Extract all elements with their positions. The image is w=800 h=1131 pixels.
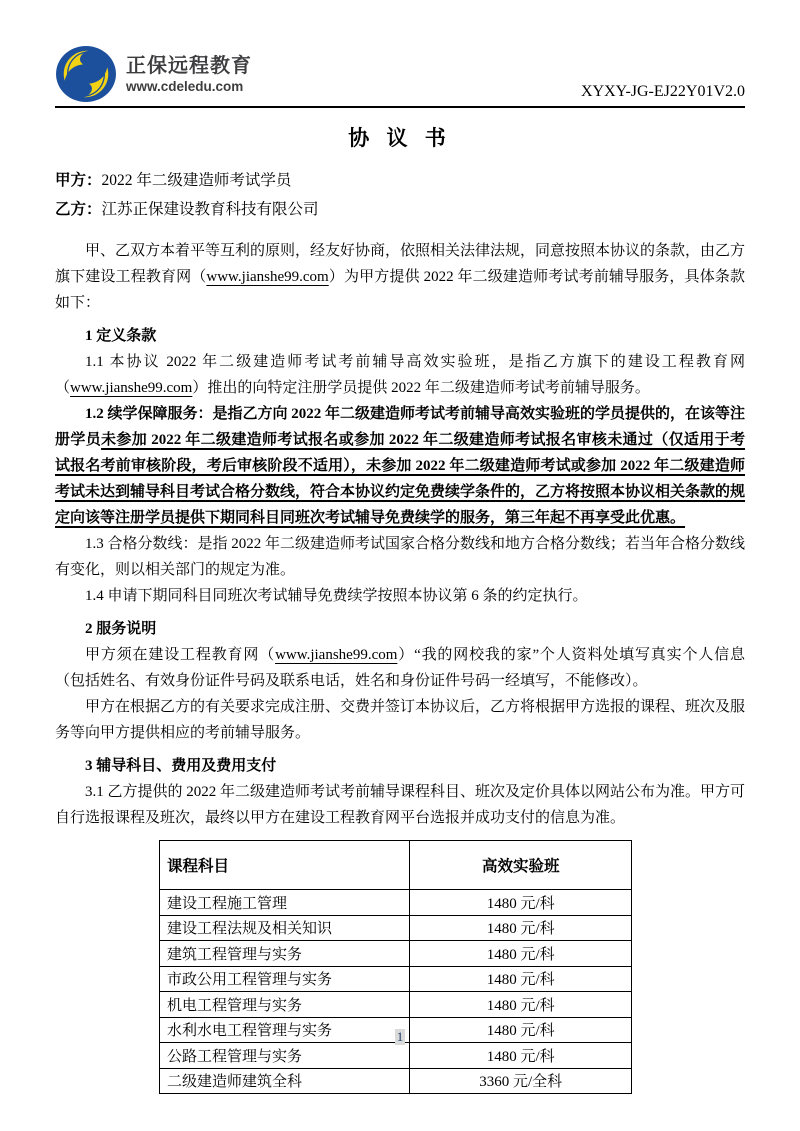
text-run: ）推出的向特定注册学员提供 2022 年二级建造师考试考前辅导服务。 — [192, 380, 650, 396]
party-a-label: 甲方： — [55, 172, 102, 189]
subject-cell: 建设工程法规及相关知识 — [160, 915, 410, 941]
price-cell: 1480 元/科 — [410, 1043, 632, 1069]
party-b-label: 乙方： — [55, 201, 102, 218]
table-row — [160, 915, 632, 941]
paragraph — [55, 779, 745, 831]
page-title: 协 议 书 — [348, 126, 452, 150]
text-run: 甲方须在建设工程教育网（ — [85, 647, 276, 663]
paragraph — [55, 583, 745, 609]
agreement-body — [55, 238, 745, 831]
fee-table-header-row — [160, 841, 632, 890]
text-run: 3.1 乙方提供的 2022 年二级建造师考试考前辅导课程科目、班次及定价具体以网站公布为准。甲方可自行选报课程及班次，最终以甲方在建设工程教育网平台选报并成功支付的信息为准。 — [55, 784, 746, 826]
company-logo — [55, 45, 252, 103]
text-run: 1 定义条款 — [85, 328, 157, 344]
paragraph — [55, 642, 745, 694]
subject-cell: 二级建造师建筑全科 — [160, 1068, 410, 1094]
price-cell: 1480 元/科 — [410, 992, 632, 1018]
price-cell: 1480 元/科 — [410, 966, 632, 992]
party-a-value: 2022 年二级建造师考试学员 — [101, 172, 292, 189]
text-run: 甲方在根据乙方的有关要求完成注册、交费并签订本协议后，乙方将根据甲方选报的课程、班次及服务等向甲方提供相应的考前辅导服务。 — [55, 699, 746, 741]
paragraph — [55, 531, 745, 583]
price-cell: 1480 元/科 — [410, 915, 632, 941]
fee-table — [159, 840, 632, 1094]
text-run: 2 服务说明 — [85, 621, 157, 637]
text-run: 甲、乙双方本着平等互利的原则，经友好协商，依照相关法律法规，同意按照本协议的条款，由乙方旗下建设工程教育网（ — [55, 243, 746, 285]
document-code: XYXY-JG-EJ22Y01V2.0 — [581, 83, 745, 100]
table-row — [160, 890, 632, 916]
text-run: 1.4 申请下期同科目同班次考试辅导免费续学按照本协议第 6 条的约定执行。 — [85, 588, 588, 604]
table-row — [160, 1043, 632, 1069]
table-row — [160, 992, 632, 1018]
subject-cell: 建设工程施工管理 — [160, 890, 410, 916]
page-footer — [0, 1028, 800, 1046]
text-run: 1.1 本协议 2022 年二级建造师考试考前辅导高效实验班，是指乙方旗下的建设工程教育网（ — [55, 354, 745, 396]
page-header — [55, 45, 745, 108]
table-row — [160, 966, 632, 992]
text-run: 未参加 2022 年二级建造师考试报名或参加 2022 年二级建造师考试报名审核未通过（仅适用于考试报名考前审核阶段，考后审核阶段不适用），未参加 2022 年二级建造师考试或参加 2022 年二级建造师考试未达到辅导科目考试合格分数线，符合本协议约定免费续学条件的，乙方将按照本协议相关条款的规定向该等注册学员提供下期同科目同班次考试辅导免费续学的服务，第三年起不再享受此优惠。 — [55, 432, 746, 526]
party-b-line — [55, 195, 745, 224]
parties-block — [55, 166, 745, 224]
subject-cell: 公路工程管理与实务 — [160, 1043, 410, 1069]
text-run: 3 辅导科目、费用及费用支付 — [85, 758, 277, 774]
section-heading-1 — [55, 323, 745, 349]
price-cell: 1480 元/科 — [410, 1017, 632, 1043]
text-run: ）为甲方提供 2022 年二级建造师考试考前辅导服务，具体条款如下： — [55, 269, 745, 311]
subject-cell: 建筑工程管理与实务 — [160, 941, 410, 967]
column-header: 课程科目 — [160, 841, 410, 890]
jianshe99-link[interactable]: www.jianshe99.com — [275, 647, 398, 663]
jianshe99-link[interactable]: www.jianshe99.com — [206, 269, 329, 285]
column-header: 高效实验班 — [410, 841, 632, 890]
paragraph — [55, 694, 745, 746]
section-heading-3 — [55, 753, 745, 779]
logo-website: www.cdeledu.com — [126, 78, 244, 94]
section-heading-2 — [55, 616, 745, 642]
subject-cell: 机电工程管理与实务 — [160, 992, 410, 1018]
page-number: 1 — [396, 1029, 404, 1044]
subject-cell: 水利水电工程管理与实务 — [160, 1017, 410, 1043]
table-row — [160, 941, 632, 967]
text-run: 1.2 续学保障服务：是指乙方向 2022 年二级建造师考试考前辅导高效实验班的学员提供的，在该等注册学员 — [55, 406, 746, 448]
paragraph — [55, 401, 745, 531]
cdel-logo-icon — [55, 45, 117, 103]
subject-cell: 市政公用工程管理与实务 — [160, 966, 410, 992]
price-cell: 1480 元/科 — [410, 890, 632, 916]
table-row — [160, 1068, 632, 1094]
price-cell: 3360 元/全科 — [410, 1068, 632, 1094]
logo-company-name: 正保远程教育 — [126, 54, 252, 77]
jianshe99-link[interactable]: www.jianshe99.com — [70, 380, 193, 396]
party-b-value: 江苏正保建设教育科技有限公司 — [101, 201, 319, 218]
party-a-line — [55, 166, 745, 195]
text-run: 1.3 合格分数线：是指 2022 年二级建造师考试国家合格分数线和地方合格分数线；若当年合格分数线有变化，则以相关部门的规定为准。 — [55, 536, 746, 578]
paragraph — [55, 349, 745, 401]
price-cell: 1480 元/科 — [410, 941, 632, 967]
text-run: ）“我的网校我的家”个人资料处填写真实个人信息（包括姓名、有效身份证件号码及联系电话，姓名和身份证件号码一经填写，不能修改）。 — [55, 647, 745, 689]
paragraph — [55, 238, 745, 316]
